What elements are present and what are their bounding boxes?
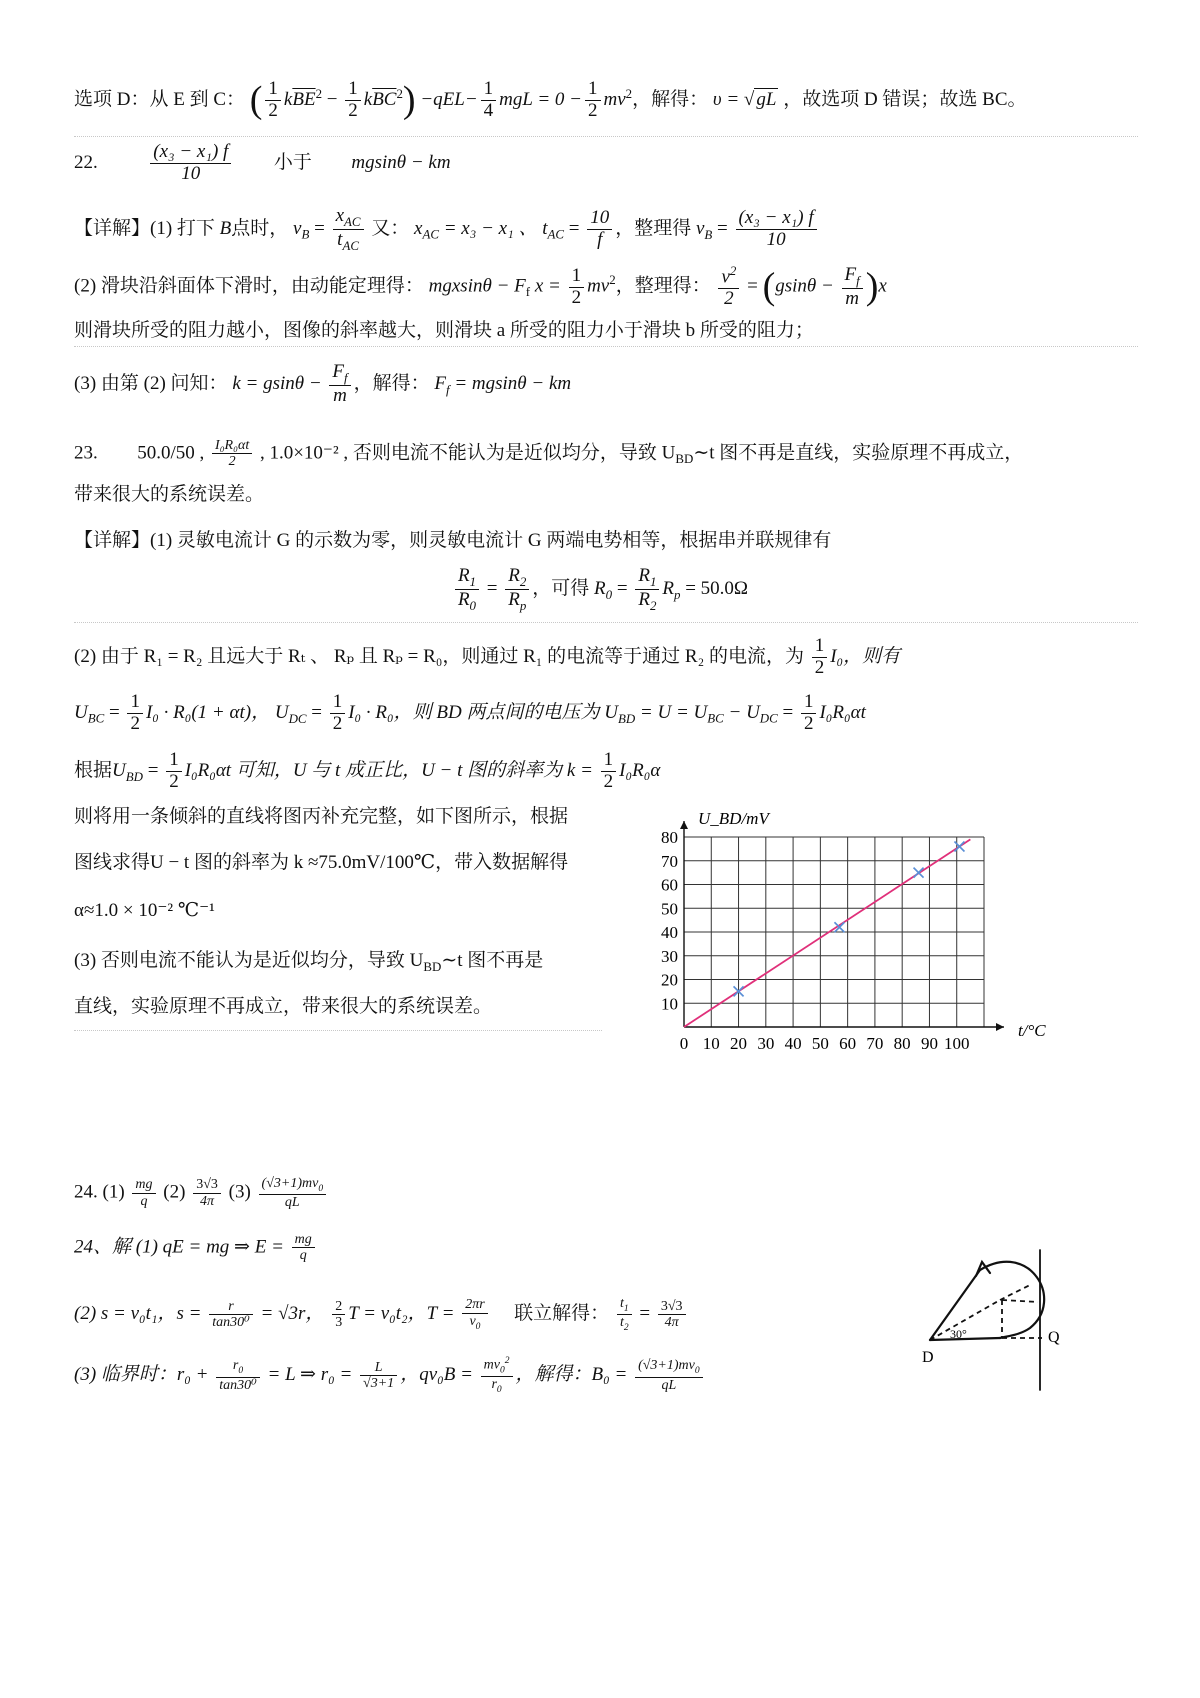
y-axis-arrow: [680, 821, 688, 829]
q24-ans-p2: (2): [163, 1181, 186, 1203]
separator: [74, 622, 1138, 623]
x-tick-label: 100: [943, 1034, 970, 1053]
q21-solve: ，解得：: [632, 89, 709, 111]
q23-d1-end: = 50.0Ω: [685, 577, 749, 599]
separator: [74, 136, 1138, 137]
q22-d2-eq2: x =: [534, 275, 561, 297]
q22-d3-result: = mgsinθ − km: [454, 372, 572, 394]
q22-number: 22.: [74, 151, 98, 173]
chart-y-axis-label: U_BD/mV: [698, 809, 769, 828]
q23-ans-a: 50.0/50 ,: [137, 442, 205, 464]
q22-d3-text: (3) 由第 (2) 问知：: [74, 372, 228, 394]
x-tick-label: 20: [730, 1034, 748, 1053]
q23-d2-a: (2) 由于 R₁ = R₂ 且远大于 Rₜ 、 Rₚ 且 Rₚ = R₀，则通过 R₁ 的电流等于通过 R₂ 的电流，为: [74, 645, 804, 667]
q24-solution-2: (2) s = v₀t₁，s = $\frac{r}{\text{tan30⁰}}$ = √3r， $\frac{2}{3}$ T = v₀t₂，T = $\frac{2\pi r}{v_0}$ 联立解得： $\frac{t_1}{t_2}$ = $\frac{3√3}{4\pi}$: [74, 1296, 689, 1334]
x-tick-label: 50: [811, 1034, 829, 1053]
q23-d2-l3a: 根据: [74, 759, 113, 781]
q22-detail-1: 【详解】(1) 打下 B点时， $v_B$ = $\frac{x_{AC}}{t_{AC}}$ 又： $x_{AC} = x_3 - x_1$ 、 $t_{AC}$ = $\frac{10}{f}$ ，整理得 $v_B$ = $\frac{\text{(x₃ − x₁) f}}{10}$: [74, 206, 820, 253]
q23-number: 23.: [74, 442, 98, 464]
x-tick-label: 10: [702, 1034, 720, 1053]
q22-d1-text2: 点时，: [231, 217, 289, 239]
sketch-dashed-horizontal: [1002, 1300, 1038, 1302]
x-axis-arrow: [996, 1023, 1004, 1031]
q21-option-d-line: 选项 D：从 E 到 C： ( $\frac{1}{2}$ $k\overline{BE}^2$ − $\frac{1}{2}$ $k\overline{BC}^2) -qEL-$ $\frac{1}{4}$ mgL = 0 − $\frac{1}{2}$ $mv^2$，解得： υ = √ gL ，故选项 D 错误；故选 BC。: [74, 78, 1027, 122]
q23-detail-2-line5: 图线求得U − t 图的斜率为 k ≈75.0mV/100℃，带入数据解得: [74, 852, 569, 873]
q24-p2-d: 联立解得：: [514, 1303, 610, 1325]
q24-p3-c: ，qv₀B =: [400, 1363, 473, 1385]
q23-d3-a: (3) 否则电流不能认为是近似均分，导致 U: [74, 950, 424, 971]
q24-p3-d: ，解得：B₀ =: [515, 1363, 628, 1385]
y-tick-label: 50: [661, 899, 678, 919]
chart-grid: [680, 821, 1004, 1031]
q24-p2-c: T = v₀t₂，T =: [348, 1303, 455, 1325]
q22-ans3: mgsinθ − km: [351, 151, 451, 173]
chart-marks: [684, 839, 970, 1027]
q24-p2-b: = √3r，: [260, 1303, 325, 1325]
q23-detail-2-line6: α≈1.0 × 10⁻² ℃⁻¹: [74, 900, 215, 921]
q22-d1-tac: t: [542, 217, 548, 239]
sketch-dashed-radius: [1000, 1285, 1030, 1300]
q24-p3-b: = L ⇒ r₀ =: [267, 1363, 353, 1385]
x-tick-label: 60: [839, 1034, 857, 1053]
q23-d2-l3b: I₀R₀αt 可知，U 与 t 成正比，U − t 图的斜率为 k =: [184, 759, 593, 781]
data-point-marker: [954, 842, 964, 852]
q24-sol-a: 24、解 (1) qE = mg ⇒ E =: [74, 1236, 284, 1258]
x-tick-label: 90: [920, 1034, 938, 1053]
y-tick-label: 20: [661, 970, 678, 990]
q21-v: υ =: [712, 89, 740, 111]
q22-d1-text: 【详解】(1) 打下: [74, 217, 215, 239]
separator: [74, 1030, 602, 1031]
x-tick-label: 0: [679, 1034, 689, 1053]
y-tick-label: 80: [661, 828, 678, 847]
q23-d2-l2f: I₀R₀αt: [819, 701, 866, 723]
q23-detail-1-eq: $\frac{R_1}{R_0}$ = $\frac{R_2}{R_p}$ ，可得 $R_0$ = $\frac{R_1}{R_2}$ $R_p = 50.0\Omega$: [0, 566, 1200, 613]
q23-d2-l2e: − U: [728, 701, 760, 723]
chart-x-axis-label: t/°C: [1018, 1021, 1046, 1040]
separator: [74, 346, 1138, 347]
q21-mid3: mv: [603, 89, 626, 111]
q23-detail-2-line3: 根据$U_{BD}$ = $\frac{1}{2}$ I₀R₀αt 可知，U 与 t 成正比，U − t 图的斜率为 k = $\frac{1}{2}$ I₀R₀α: [74, 749, 661, 792]
q24-answer-line: 24. (1) $\frac{mg}{q}$ (2) $\frac{3√3}{4\pi}$ (3) $\frac{(√3+1)mv_0}{qL}$: [74, 1176, 329, 1211]
q23-answer-line2: 带来很大的系统误差。: [74, 484, 265, 505]
q23-detail-2-line4: 则将用一条倾斜的直线将图丙补充完整，如下图所示，根据: [74, 806, 569, 827]
q23-detail-3-line1: (3) 否则电流不能认为是近似均分，导致 $U_{BD}\sim t$ 图不再是: [74, 950, 544, 974]
q21-prefix: 选项 D：从 E 到 C：: [74, 89, 246, 111]
q22-d2-gsin: gsinθ −: [775, 275, 834, 297]
q22-detail-3: (3) 由第 (2) 问知： k = gsinθ − $\frac{F_f}{m}$ ，解得： $F_f = mgsin\theta$ − km: [74, 361, 572, 406]
q22-d3-k: k = gsinθ −: [232, 372, 322, 394]
q23-d2-l2d: = U = U: [639, 701, 708, 723]
y-tick-label: 60: [661, 875, 678, 895]
q23-d2-ubc: U: [74, 701, 88, 723]
q22-d1-vb: v: [293, 217, 302, 239]
data-point-marker: [914, 868, 924, 878]
y-tick-label: 10: [661, 994, 678, 1014]
q21-mid2: mgL = 0 −: [499, 89, 582, 111]
q22-ans1-num: (x₃ − x₁) f: [150, 142, 231, 164]
q22-d1-zl: ，整理得: [615, 217, 692, 239]
q24-p3-a: (3) 临界时：r₀ +: [74, 1363, 209, 1385]
q22-d1-xac: x: [414, 217, 423, 239]
sketch-label-q: Q: [1048, 1329, 1060, 1346]
q22-d2-eq: mgxsinθ − F: [428, 275, 526, 297]
q23-d2-l2c: I₀ · R₀，则 BD 两点间的电压为: [348, 701, 600, 723]
q23-answer-line: 23. 50.0/50 , $\frac{\text{I₀R₀αt}}{2}$ , 1.0×10⁻² , 否则电流不能认为是近似均分，导致 $U_{BD}\sim t$ 图不再是直线，实验原理不再成立，: [74, 438, 1024, 470]
q23-ans-frac-num: I₀R₀αt: [212, 438, 252, 454]
q22-detail-2b: 则滑块所受的阻力越小，图像的斜率越大，则滑块 a 所受的阻力小于滑块 b 所受的阻力；: [74, 320, 814, 341]
q23-d1-mid: ，可得: [532, 577, 590, 599]
q22-d2-mv: mv: [587, 275, 610, 297]
x-tick-label: 40: [784, 1034, 802, 1053]
q24-solution-3: (3) 临界时：r₀ + $\frac{r_0}{\text{tan30⁰}}$ = L ⇒ r₀ = $\frac{L}{√3+1}$ ，qv₀B = $\frac{mv_0^2}{r_0}$ ，解得：B₀ = $\frac{(√3+1)mv_0}{qL}$: [74, 1356, 706, 1395]
q23-d3-b: ∼t 图不再是: [441, 950, 544, 971]
q22-d2-zl: ，整理得：: [615, 275, 711, 297]
x-tick-label: 30: [757, 1034, 775, 1053]
q23-detail-2-line2: $U_{BC}$ = $\frac{1}{2}$ I₀ · R₀(1 + αt)， $U_{DC}$ = $\frac{1}{2}$ I₀ · R₀，则 BD 两点间的电压为 $U_{BD} = U = U_{BC} - U_{DC}$ = $\frac{1}{2}$ I₀R₀αt: [74, 691, 866, 734]
q23-d2-l2b: I₀ · R₀(1 + αt)，: [145, 701, 271, 723]
q23-detail-2: (2) 由于 R₁ = R₂ 且远大于 Rₜ 、 Rₚ 且 Rₚ = R₀，则通过 R₁ 的电流等于通过 R₂ 的电流，为 $\frac{1}{2}$ I₀，则有: [74, 635, 901, 678]
trajectory-sketch: [890, 1240, 1080, 1400]
q21-rad: gL: [756, 89, 777, 111]
q23-ans-frac-den: 2: [228, 454, 236, 470]
x-tick-label: 80: [893, 1034, 911, 1053]
q21-conclusion: ，故选项 D 错误；故选 BC。: [783, 89, 1027, 111]
y-tick-label: 30: [661, 946, 678, 966]
q22-d1-point: B: [219, 217, 232, 239]
q22-d3-solve: ，解得：: [353, 372, 430, 394]
sketch-label-d: D: [922, 1349, 934, 1366]
q23-d2-l3c: I₀R₀α: [619, 759, 661, 781]
sketch-label-angle: 30°: [950, 1327, 967, 1341]
q22-d1-also: 又：: [371, 217, 410, 239]
q24-ans-p3: (3): [228, 1181, 251, 1203]
q23-ans-c: ∼t 图不再是直线，实验原理不再成立，: [693, 442, 1024, 464]
q22-ans1-den: 10: [181, 162, 201, 184]
q24-p2-a: (2) s = v₀t₁，s =: [74, 1303, 202, 1325]
u-t-chart: [640, 800, 1090, 1070]
q24-solution-1: 24、解 (1) qE = mg ⇒ E = $\frac{mg}{q}$: [74, 1232, 318, 1264]
q23-detail-1: 【详解】(1) 灵敏电流计 G 的示数为零，则灵敏电流计 G 两端电势相等，根据串并联规律有: [74, 530, 832, 551]
q22-d2-x: x: [878, 275, 887, 297]
q22-d1-tac-num: 10: [587, 208, 612, 230]
q22-ans2: 小于: [273, 151, 312, 173]
q23-detail-3-line2: 直线，实验原理不再成立，带来很大的系统误差。: [74, 996, 493, 1017]
q24-ans: 24. (1): [74, 1181, 125, 1203]
q22-d1-res-den: 10: [766, 229, 786, 250]
q22-detail-2: (2) 滑块沿斜面体下滑时，由动能定理得： $mgxsin\theta - F_f$ x = $\frac{1}{2}$ $mv^2$，整理得： $\frac{v^2}{2}$ = (gsinθ − $\frac{F_f}{m}$ )x: [74, 263, 887, 310]
q23-ans-b: , 1.0×10⁻² , 否则电流不能认为是近似均分，导致 U: [259, 442, 676, 464]
x-tick-label: 70: [866, 1034, 884, 1053]
y-tick-label: 40: [661, 923, 678, 942]
q22-d1-tac-den: f: [597, 229, 603, 250]
q22-answer-line: [74, 142, 451, 185]
y-tick-label: 70: [661, 851, 678, 871]
q22-d1-xac-rhs: = x₃ − x₁ 、: [443, 217, 538, 239]
q22-d2-text: (2) 滑块沿斜面体下滑时，由动能定理得：: [74, 275, 424, 297]
q22-d1-res-num: (x₃ − x₁) f: [736, 208, 817, 230]
q21-mid: −qEL−: [420, 89, 478, 111]
q23-d2-b: I₀，则有: [830, 645, 901, 667]
fit-line: [684, 839, 970, 1027]
